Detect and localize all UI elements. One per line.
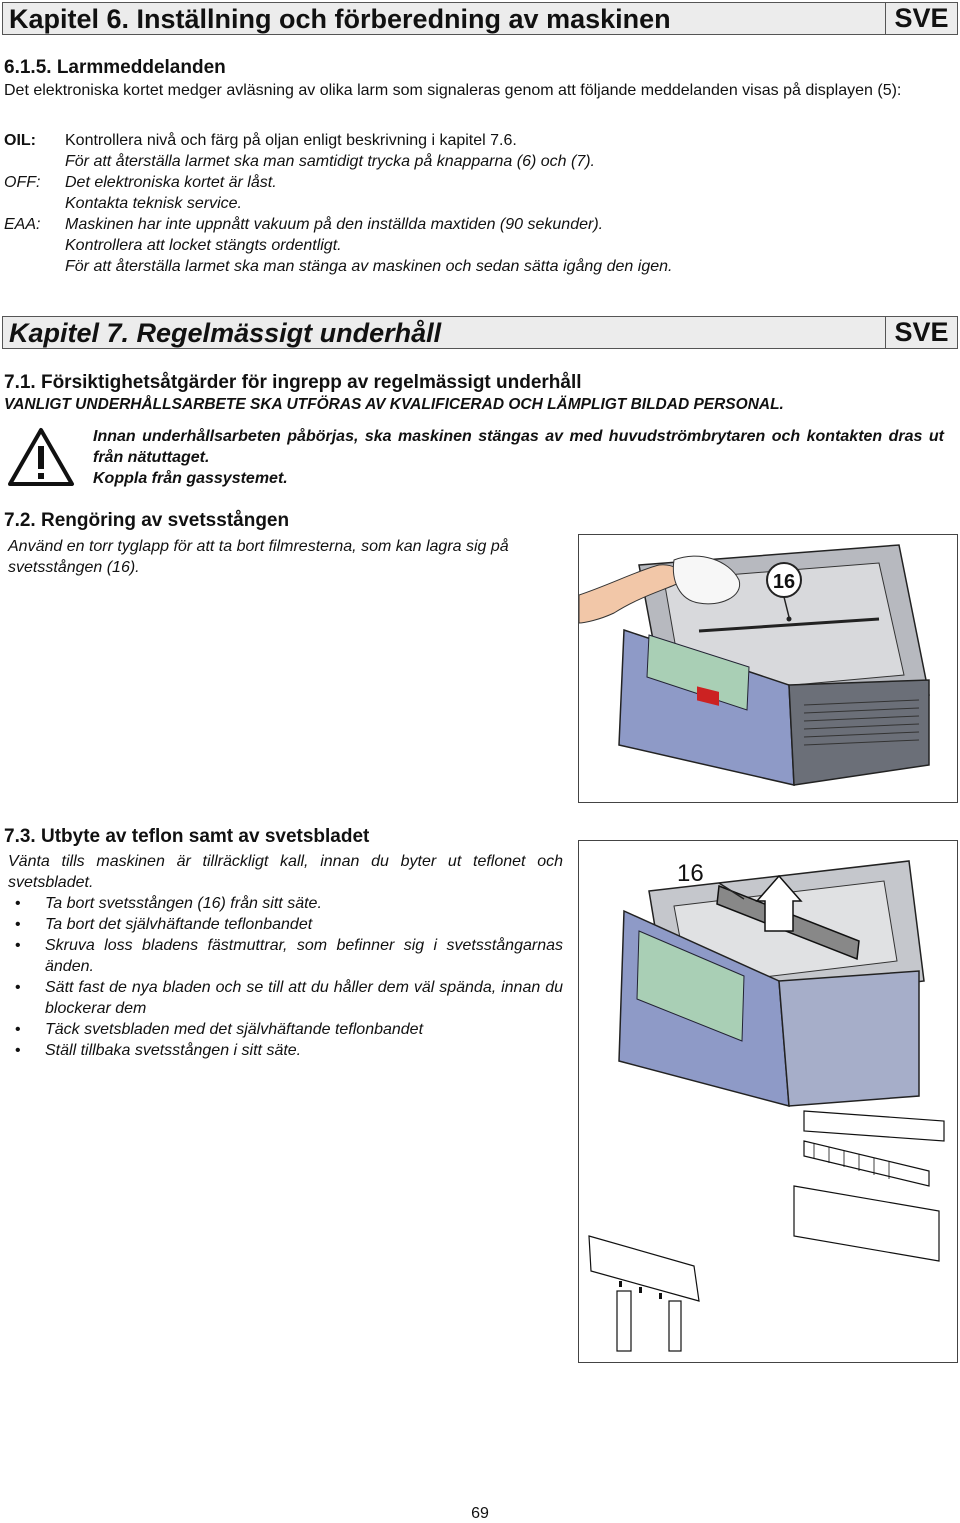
list-item: • Skruva loss bladens fästmuttrar, som befinner sig i svetsstångarnas änden. bbox=[8, 935, 563, 977]
callout-16-label: 16 bbox=[772, 571, 796, 593]
list-item: • Ställ tillbaka svetsstången i sitt säte. bbox=[8, 1040, 563, 1061]
section-72-text: Använd en torr tyglapp för att ta bort filmresterna, som kan lagra sig på svetsstången (16). bbox=[8, 538, 509, 576]
chapter-7-language: SVE bbox=[885, 317, 957, 348]
alarm-eaa-line-3: För att återställa larmet ska man stänga av maskinen och sedan sätta igång den igen. bbox=[65, 258, 673, 275]
section-72-heading: 7.2. Rengöring av svetsstången bbox=[4, 510, 290, 531]
warning-gas-text: Koppla från gassystemet. bbox=[93, 470, 288, 487]
warning-text: Innan underhållsarbeten påbörjas, ska maskinen stängas av med huvudströmbrytaren och kontakten dras ut från nätuttaget. bbox=[93, 428, 944, 466]
blade-replacement-illustration bbox=[578, 840, 958, 1363]
section-73-intro: Vänta tills maskinen är tillräckligt kall, innan du byter ut teflonet och svetsbladet. bbox=[8, 853, 563, 891]
page-number: 69 bbox=[471, 1505, 489, 1522]
chapter-6-header bbox=[2, 2, 958, 35]
alarm-code-oil: OIL: bbox=[4, 132, 36, 149]
alarm-code-off: OFF: bbox=[4, 174, 41, 191]
section-615-heading: 6.1.5. Larmmeddelanden bbox=[4, 57, 226, 78]
cleaning-illustration bbox=[578, 534, 958, 803]
alarm-eaa-line-2: Kontrollera att locket stängts ordentligt. bbox=[65, 237, 342, 254]
alarm-off-line-2: Kontakta teknisk service. bbox=[65, 195, 242, 212]
list-item: • Ta bort det självhäftande teflonbandet bbox=[8, 914, 563, 935]
alarm-code-eaa: EAA: bbox=[4, 216, 41, 233]
alarm-eaa-line-1: Maskinen har inte uppnått vakuum på den inställda maxtiden (90 sekunder). bbox=[65, 216, 604, 233]
alarm-oil-line-1: Kontrollera nivå och färg på oljan enligt beskrivning i kapitel 7.6. bbox=[65, 132, 517, 149]
chapter-6-language: SVE bbox=[885, 3, 957, 34]
callout-16-label-2: 16 bbox=[677, 860, 704, 887]
list-item: • Sätt fast de nya bladen och se till att du håller dem väl spända, innan du blockerar dem bbox=[8, 977, 563, 1019]
section-71-caps-note: VANLIGT UNDERHÅLLSARBETE SKA UTFÖRAS AV KVALIFICERAD OCH LÄMPLIGT BILDAD PERSONAL. bbox=[4, 396, 784, 413]
alarm-off-line-1: Det elektroniska kortet är låst. bbox=[65, 174, 277, 191]
section-71-heading: 7.1. Försiktighetsåtgärder för ingrepp av regelmässigt underhåll bbox=[4, 372, 582, 393]
section-73-heading: 7.3. Utbyte av teflon samt av svetsbladet bbox=[4, 826, 370, 847]
chapter-7-title: Kapitel 7. Regelmässigt underhåll bbox=[9, 318, 442, 348]
list-item: • Täck svetsbladen med det självhäftande teflonbandet bbox=[8, 1019, 563, 1040]
chapter-6-title: Kapitel 6. Inställning och förberedning av maskinen bbox=[9, 4, 671, 34]
steps-list bbox=[8, 893, 563, 1061]
warning-icon bbox=[6, 426, 76, 488]
alarm-oil-line-2: För att återställa larmet ska man samtidigt trycka på knapparna (6) och (7). bbox=[65, 153, 595, 170]
list-item: • Ta bort svetsstången (16) från sitt säte. bbox=[8, 893, 563, 914]
chapter-7-header bbox=[2, 316, 958, 349]
section-615-intro: Det elektroniska kortet medger avläsning av olika larm som signaleras genom att följande meddelanden visas på displayen (5): bbox=[4, 82, 902, 99]
